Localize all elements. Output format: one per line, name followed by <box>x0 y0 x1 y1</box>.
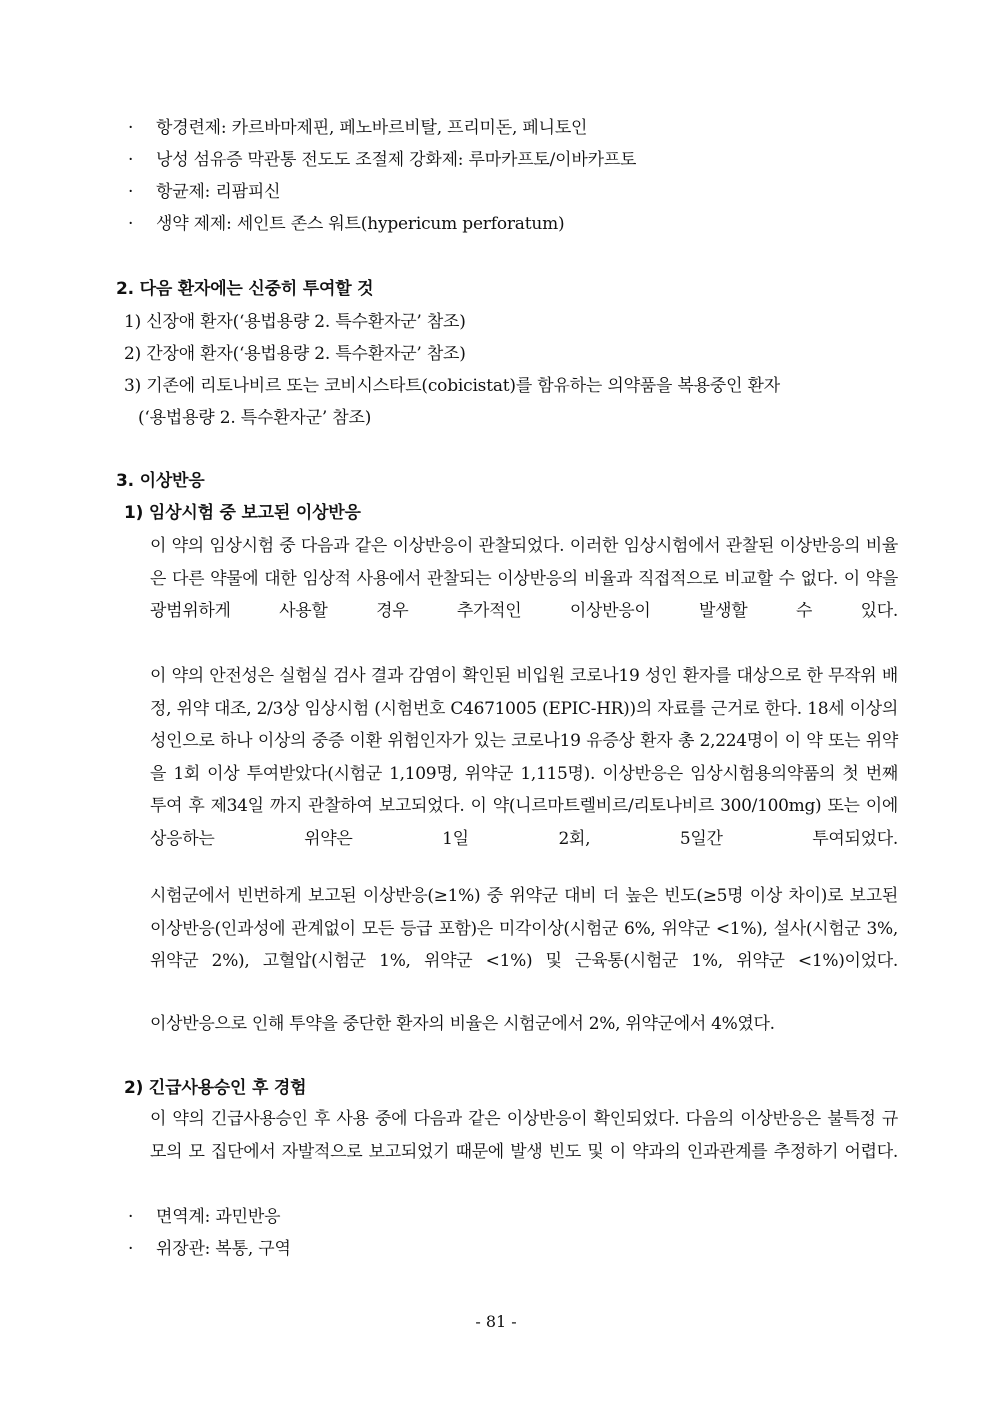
section-2-heading: 2. 다음 환자에는 신중히 투여할 것 <box>116 279 374 299</box>
section-2-item-1: 1) 신장애 환자(‘용법용량 2. 특수환자군’ 참조) <box>124 312 466 332</box>
bullet-marker: · <box>128 1207 134 1227</box>
subsection-2-paragraph-1: 이 약의 긴급사용승인 후 사용 중에 다음과 같은 이상반응이 확인되었다. 다음의 이상반응은 불특정 규모의 모 집단에서 자발적으로 보고되었기 때문에 발생 빈도 및 이 약과의 인과관계를 추정하기 어렵다. <box>150 1109 898 1162</box>
bullet-marker: · <box>128 118 134 138</box>
section-2-item-3-continuation: (‘용법용량 2. 특수환자군’ 참조) <box>138 408 372 428</box>
bullet-marker: · <box>128 214 134 234</box>
subsection-1-paragraph-3: 시험군에서 빈번하게 보고된 이상반응(≥1%) 중 위약군 대비 더 높은 빈도(≥5명 이상 차이)로 보고된 이상반응(인과성에 관계없이 모든 등급 포함)은 미각이상(시험군 6%, 위약군 <1%), 설사(시험군 3%, 위약군 2%), 고혈압(시험군 1%, 위약군 <1%) 및 근육통(시험군 1%, 위약군 <1%)이었다. <box>150 886 898 972</box>
bullet-marker: · <box>128 1239 134 1259</box>
bullet-marker: · <box>128 182 134 202</box>
bullet-item-antibacterial: · 항균제: 리팜피신 <box>128 182 281 202</box>
bullet-item-herbal: · 생약 제제: 세인트 존스 워트(hypericum perforatum) <box>128 214 565 234</box>
bullet-item-anticonvulsant: · 항경련제: 카르바마제핀, 페노바르비탈, 프리미돈, 페니토인 <box>128 118 588 138</box>
section-2-item-3: 3) 기존에 리토나비르 또는 코비시스타트(cobicistat)를 함유하는 의약품을 복용중인 환자 <box>124 376 780 396</box>
bullet-item-immune: · 면역계: 과민반응 <box>128 1207 281 1227</box>
subsection-1-paragraph-4: 이상반응으로 인해 투약을 중단한 환자의 비율은 시험군에서 2%, 위약군에서 4%였다. <box>150 1014 775 1034</box>
bullet-item-gastrointestinal: · 위장관: 복통, 구역 <box>128 1239 291 1259</box>
bullet-item-cftr-modulator: · 낭성 섬유증 막관통 전도도 조절제 강화제: 루마카프토/이바카프토 <box>128 150 637 170</box>
bullet-marker: · <box>128 150 134 170</box>
subsection-1-paragraph-2: 이 약의 안전성은 실험실 검사 결과 감염이 확인된 비입원 코로나19 성인 환자를 대상으로 한 무작위 배정, 위약 대조, 2/3상 임상시험 (시험번호 C4671005 (EPIC-HR))의 자료를 근거로 한다. 18세 이상의 성인으로 하나 이상의 중증 이환 위험인자가 있는 코로나19 유증상 환자 총 2,224명이 이 약 또는 위약을 1회 이상 투여받았다(시험군 1,109명, 위약군 1,115명). 이상반응은 임상시험용의약품의 첫 번째 투여 후 제34일 까지 관찰하여 보고되었다. 이 약(니르마트렐비르/리토나비르 300/100mg) 또는 이에 상응하는 위약은 1일 2회, 5일간 투여되었다. <box>150 666 898 849</box>
subsection-2-heading: 2) 긴급사용승인 후 경험 <box>124 1078 307 1098</box>
subsection-1-paragraph-1: 이 약의 임상시험 중 다음과 같은 이상반응이 관찰되었다. 이러한 임상시험에서 관찰된 이상반응의 비율은 다른 약물에 대한 임상적 사용에서 관찰되는 이상반응의 비율과 직접적으로 비교할 수 없다. 이 약을 광범위하게 사용할 경우 추가적인 이상반응이 발생할 수 있다. <box>150 536 898 622</box>
section-3-heading: 3. 이상반응 <box>116 471 205 491</box>
section-2-item-2: 2) 간장애 환자(‘용법용량 2. 특수환자군’ 참조) <box>124 344 466 364</box>
subsection-1-heading: 1) 임상시험 중 보고된 이상반응 <box>124 503 361 523</box>
page-number: - 81 - <box>475 1312 517 1331</box>
